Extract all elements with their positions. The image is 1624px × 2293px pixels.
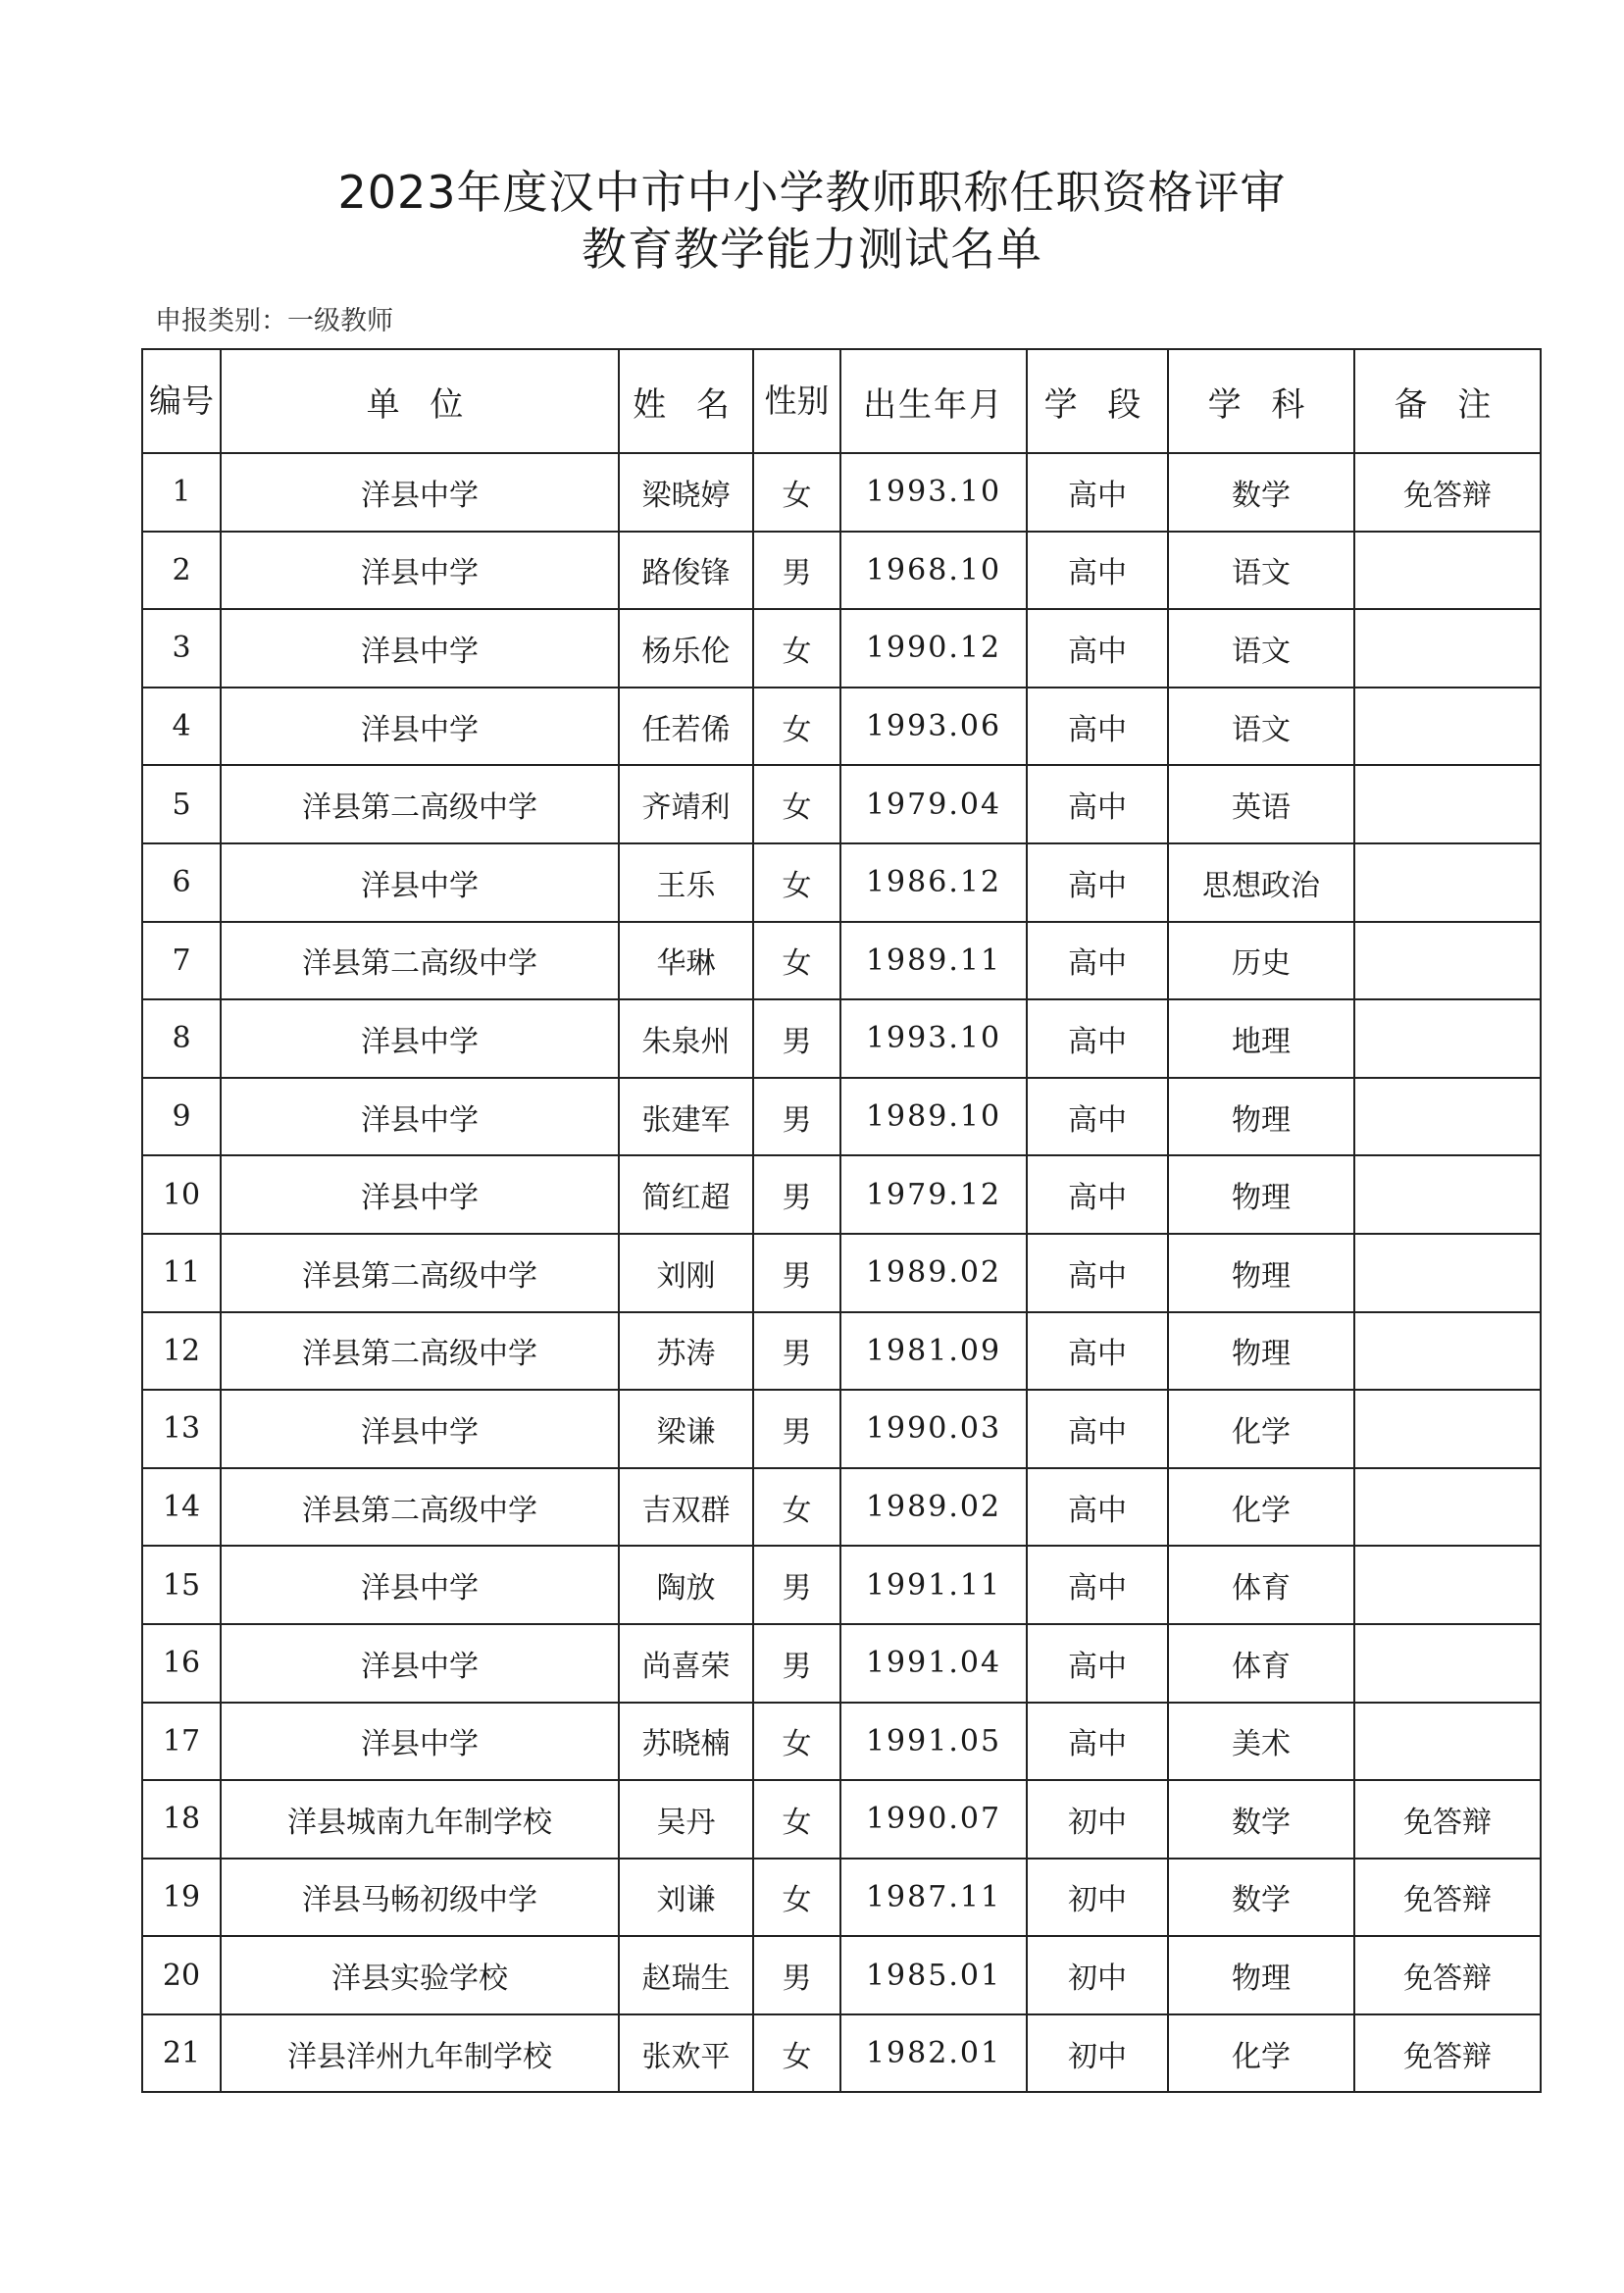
cell-unit: 洋县第二高级中学 (221, 1468, 619, 1547)
header-birth: 出生年月 (840, 349, 1027, 453)
header-name: 姓 名 (619, 349, 753, 453)
cell-name: 苏涛 (619, 1312, 753, 1391)
cell-remark: 免答辩 (1354, 1780, 1541, 1859)
cell-unit: 洋县实验学校 (221, 1936, 619, 2014)
cell-remark (1354, 609, 1541, 688)
cell-unit: 洋县第二高级中学 (221, 1312, 619, 1391)
table-row (142, 1936, 1541, 2014)
cell-stage: 高中 (1027, 1312, 1168, 1391)
cell-remark (1354, 999, 1541, 1078)
cell-no: 19 (142, 1859, 221, 1937)
cell-subject: 美术 (1168, 1703, 1354, 1781)
table-row (142, 1234, 1541, 1312)
cell-subject: 物理 (1168, 1312, 1354, 1391)
cell-birth: 1989.10 (840, 1078, 1027, 1156)
cell-remark: 免答辩 (1354, 1936, 1541, 2014)
cell-unit: 洋县中学 (221, 688, 619, 766)
cell-no: 14 (142, 1468, 221, 1547)
cell-remark (1354, 1546, 1541, 1624)
cell-stage: 初中 (1027, 2014, 1168, 2093)
cell-subject: 数学 (1168, 453, 1354, 532)
cell-no: 13 (142, 1390, 221, 1468)
cell-gender: 女 (753, 1468, 840, 1547)
cell-remark: 免答辩 (1354, 1859, 1541, 1937)
cell-unit: 洋县中学 (221, 1703, 619, 1781)
table-row (142, 532, 1541, 610)
cell-name: 刘谦 (619, 1859, 753, 1937)
cell-no: 2 (142, 532, 221, 610)
cell-no: 10 (142, 1155, 221, 1234)
cell-name: 尚喜荣 (619, 1624, 753, 1703)
cell-birth: 1985.01 (840, 1936, 1027, 2014)
table-row (142, 1312, 1541, 1391)
cell-stage: 高中 (1027, 922, 1168, 1000)
cell-subject: 物理 (1168, 1078, 1354, 1156)
cell-subject: 体育 (1168, 1624, 1354, 1703)
cell-birth: 1993.10 (840, 999, 1027, 1078)
table-row (142, 1468, 1541, 1547)
cell-unit: 洋县中学 (221, 1078, 619, 1156)
cell-stage: 初中 (1027, 1859, 1168, 1937)
cell-stage: 高中 (1027, 1078, 1168, 1156)
cell-remark: 免答辩 (1354, 453, 1541, 532)
cell-name: 吴丹 (619, 1780, 753, 1859)
cell-subject: 地理 (1168, 999, 1354, 1078)
cell-unit: 洋县中学 (221, 532, 619, 610)
cell-gender: 男 (753, 1936, 840, 2014)
cell-remark (1354, 688, 1541, 766)
table-row (142, 453, 1541, 532)
cell-no: 20 (142, 1936, 221, 2014)
cell-stage: 高中 (1027, 688, 1168, 766)
cell-birth: 1991.05 (840, 1703, 1027, 1781)
cell-gender: 女 (753, 1703, 840, 1781)
cell-name: 刘刚 (619, 1234, 753, 1312)
cell-no: 4 (142, 688, 221, 766)
cell-birth: 1991.04 (840, 1624, 1027, 1703)
cell-stage: 高中 (1027, 1468, 1168, 1547)
cell-no: 1 (142, 453, 221, 532)
title-line-1: 2023年度汉中市中小学教师职称任职资格评审 (337, 166, 1287, 219)
cell-subject: 物理 (1168, 1234, 1354, 1312)
header-stage: 学 段 (1027, 349, 1168, 453)
cell-remark (1354, 843, 1541, 922)
cell-remark (1354, 1155, 1541, 1234)
cell-birth: 1989.02 (840, 1468, 1027, 1547)
cell-unit: 洋县第二高级中学 (221, 765, 619, 843)
table-row (142, 1390, 1541, 1468)
cell-name: 陶放 (619, 1546, 753, 1624)
cell-unit: 洋县中学 (221, 1155, 619, 1234)
cell-name: 朱泉州 (619, 999, 753, 1078)
cell-subject: 物理 (1168, 1155, 1354, 1234)
cell-birth: 1968.10 (840, 532, 1027, 610)
cell-no: 18 (142, 1780, 221, 1859)
cell-stage: 高中 (1027, 1390, 1168, 1468)
cell-remark (1354, 1234, 1541, 1312)
cell-no: 3 (142, 609, 221, 688)
table-row (142, 1155, 1541, 1234)
cell-stage: 高中 (1027, 453, 1168, 532)
cell-name: 赵瑞生 (619, 1936, 753, 2014)
cell-stage: 高中 (1027, 1546, 1168, 1624)
table-row (142, 765, 1541, 843)
cell-name: 张欢平 (619, 2014, 753, 2093)
cell-gender: 男 (753, 1312, 840, 1391)
cell-name: 杨乐伦 (619, 609, 753, 688)
header-remark: 备 注 (1354, 349, 1541, 453)
header-gender: 性别 (753, 349, 840, 453)
cell-unit: 洋县第二高级中学 (221, 922, 619, 1000)
cell-birth: 1979.04 (840, 765, 1027, 843)
cell-remark (1354, 1468, 1541, 1547)
cell-no: 17 (142, 1703, 221, 1781)
cell-stage: 高中 (1027, 532, 1168, 610)
cell-name: 简红超 (619, 1155, 753, 1234)
cell-stage: 高中 (1027, 999, 1168, 1078)
header-unit: 单 位 (221, 349, 619, 453)
table-row (142, 843, 1541, 922)
cell-unit: 洋县洋州九年制学校 (221, 2014, 619, 2093)
cell-unit: 洋县城南九年制学校 (221, 1780, 619, 1859)
cell-subject: 语文 (1168, 609, 1354, 688)
cell-unit: 洋县中学 (221, 843, 619, 922)
cell-birth: 1986.12 (840, 843, 1027, 922)
cell-no: 11 (142, 1234, 221, 1312)
table-row (142, 922, 1541, 1000)
cell-stage: 高中 (1027, 765, 1168, 843)
table-row (142, 1780, 1541, 1859)
cell-name: 华琳 (619, 922, 753, 1000)
cell-unit: 洋县中学 (221, 609, 619, 688)
cell-unit: 洋县马畅初级中学 (221, 1859, 619, 1937)
cell-stage: 高中 (1027, 1155, 1168, 1234)
cell-no: 15 (142, 1546, 221, 1624)
cell-unit: 洋县中学 (221, 1624, 619, 1703)
cell-unit: 洋县中学 (221, 999, 619, 1078)
cell-birth: 1989.02 (840, 1234, 1027, 1312)
cell-birth: 1987.11 (840, 1859, 1027, 1937)
table-row (142, 1546, 1541, 1624)
cell-gender: 女 (753, 843, 840, 922)
cell-no: 8 (142, 999, 221, 1078)
cell-stage: 初中 (1027, 1780, 1168, 1859)
cell-remark: 免答辩 (1354, 2014, 1541, 2093)
cell-stage: 高中 (1027, 843, 1168, 922)
cell-subject: 化学 (1168, 1468, 1354, 1547)
table-row (142, 1859, 1541, 1937)
cell-unit: 洋县中学 (221, 453, 619, 532)
cell-remark (1354, 1703, 1541, 1781)
cell-gender: 男 (753, 1078, 840, 1156)
cell-gender: 男 (753, 1234, 840, 1312)
category-label: 申报类别：一级教师 (155, 306, 393, 336)
cell-unit: 洋县第二高级中学 (221, 1234, 619, 1312)
cell-stage: 高中 (1027, 1234, 1168, 1312)
cell-gender: 男 (753, 1155, 840, 1234)
cell-birth: 1990.03 (840, 1390, 1027, 1468)
teacher-list-table (141, 348, 1542, 2093)
cell-birth: 1990.07 (840, 1780, 1027, 1859)
cell-subject: 英语 (1168, 765, 1354, 843)
cell-birth: 1979.12 (840, 1155, 1027, 1234)
cell-remark (1354, 1390, 1541, 1468)
cell-birth: 1993.10 (840, 453, 1027, 532)
table-header-row (142, 349, 1541, 453)
table-row (142, 2014, 1541, 2093)
cell-name: 王乐 (619, 843, 753, 922)
cell-gender: 男 (753, 532, 840, 610)
cell-no: 9 (142, 1078, 221, 1156)
table-row (142, 1624, 1541, 1703)
cell-subject: 语文 (1168, 688, 1354, 766)
cell-no: 7 (142, 922, 221, 1000)
cell-stage: 高中 (1027, 609, 1168, 688)
title-line-2: 教育教学能力测试名单 (582, 223, 1042, 276)
table-row (142, 688, 1541, 766)
cell-remark (1354, 1312, 1541, 1391)
cell-birth: 1990.12 (840, 609, 1027, 688)
cell-unit: 洋县中学 (221, 1390, 619, 1468)
cell-gender: 女 (753, 1780, 840, 1859)
table-row (142, 1078, 1541, 1156)
cell-remark (1354, 532, 1541, 610)
cell-no: 21 (142, 2014, 221, 2093)
cell-birth: 1991.11 (840, 1546, 1027, 1624)
cell-subject: 化学 (1168, 1390, 1354, 1468)
cell-gender: 女 (753, 2014, 840, 2093)
cell-subject: 数学 (1168, 1859, 1354, 1937)
cell-stage: 初中 (1027, 1936, 1168, 2014)
cell-birth: 1993.06 (840, 688, 1027, 766)
cell-no: 16 (142, 1624, 221, 1703)
cell-subject: 数学 (1168, 1780, 1354, 1859)
cell-gender: 女 (753, 688, 840, 766)
cell-gender: 男 (753, 1390, 840, 1468)
cell-unit: 洋县中学 (221, 1546, 619, 1624)
header-no: 编号 (142, 349, 221, 453)
cell-gender: 男 (753, 999, 840, 1078)
cell-subject: 体育 (1168, 1546, 1354, 1624)
cell-name: 苏晓楠 (619, 1703, 753, 1781)
cell-name: 梁谦 (619, 1390, 753, 1468)
cell-name: 吉双群 (619, 1468, 753, 1547)
cell-subject: 思想政治 (1168, 843, 1354, 922)
cell-gender: 女 (753, 1859, 840, 1937)
table-row (142, 999, 1541, 1078)
cell-gender: 男 (753, 1624, 840, 1703)
table-row (142, 609, 1541, 688)
cell-subject: 语文 (1168, 532, 1354, 610)
cell-gender: 女 (753, 453, 840, 532)
cell-name: 路俊锋 (619, 532, 753, 610)
header-subject: 学 科 (1168, 349, 1354, 453)
cell-name: 梁晓婷 (619, 453, 753, 532)
cell-name: 齐靖利 (619, 765, 753, 843)
cell-remark (1354, 765, 1541, 843)
cell-remark (1354, 1624, 1541, 1703)
cell-no: 12 (142, 1312, 221, 1391)
cell-subject: 化学 (1168, 2014, 1354, 2093)
cell-subject: 物理 (1168, 1936, 1354, 2014)
cell-gender: 女 (753, 922, 840, 1000)
cell-gender: 男 (753, 1546, 840, 1624)
table-row (142, 1703, 1541, 1781)
cell-name: 任若俙 (619, 688, 753, 766)
cell-gender: 女 (753, 609, 840, 688)
cell-birth: 1982.01 (840, 2014, 1027, 2093)
cell-birth: 1989.11 (840, 922, 1027, 1000)
cell-subject: 历史 (1168, 922, 1354, 1000)
cell-no: 5 (142, 765, 221, 843)
cell-stage: 高中 (1027, 1624, 1168, 1703)
cell-name: 张建军 (619, 1078, 753, 1156)
cell-remark (1354, 1078, 1541, 1156)
cell-no: 6 (142, 843, 221, 922)
cell-gender: 女 (753, 765, 840, 843)
cell-remark (1354, 922, 1541, 1000)
cell-birth: 1981.09 (840, 1312, 1027, 1391)
cell-stage: 高中 (1027, 1703, 1168, 1781)
